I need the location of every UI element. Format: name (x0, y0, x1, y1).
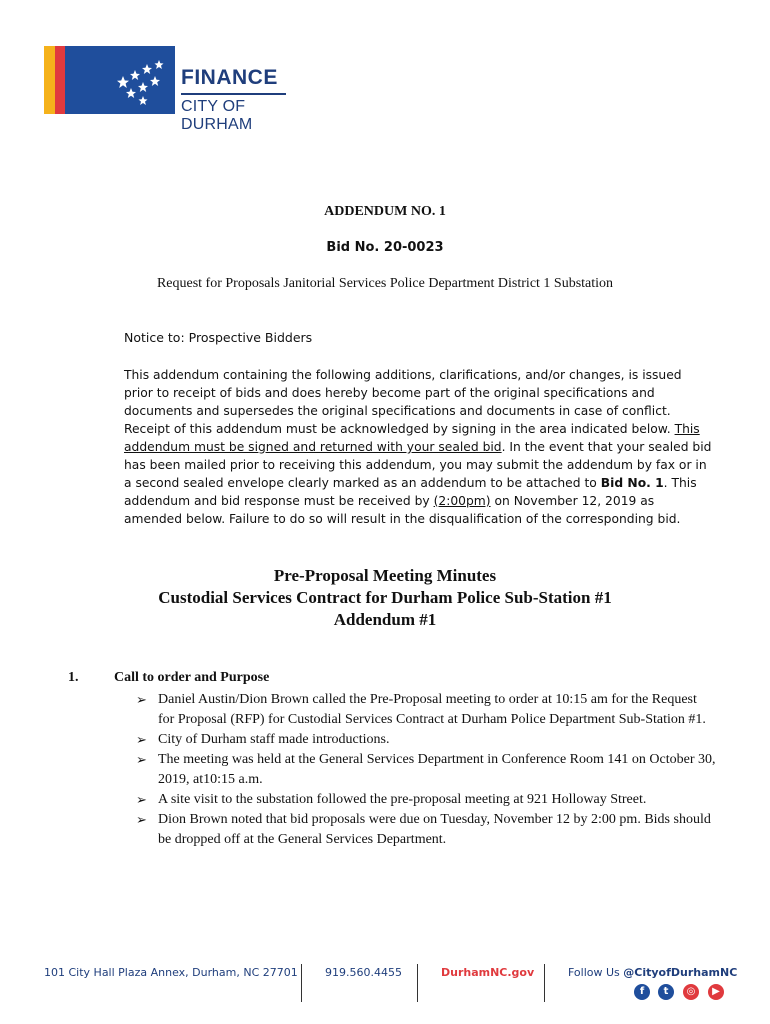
list-item (136, 790, 716, 810)
minutes-addendum-title: Addendum #1 (333, 610, 437, 629)
addendum-heading: ADDENDUM NO. 1 (324, 204, 446, 219)
bid-number: Bid No. 20-0023 (326, 240, 444, 255)
stars-icon (65, 46, 175, 114)
footer-address: 101 City Hall Plaza Annex, Durham, NC 27701 (44, 966, 298, 979)
list-item (136, 810, 716, 850)
list-item (136, 730, 716, 750)
logo-divider (181, 93, 286, 95)
signed-returned-notice: This addendum must be signed and returned with your sealed bid (124, 422, 700, 454)
footer-divider (301, 964, 302, 1002)
paragraph-text-2: . In the event that your sealed bid has been mailed prior to receiving this addendum, you may submit the addendum by fax or in a second sealed envelope clearly marked as an addendum to be attached to (124, 440, 712, 490)
footer-phone[interactable]: 919.560.4455 (325, 966, 402, 979)
logo-title: FINANCE (181, 66, 278, 89)
addendum-paragraph (124, 366, 714, 528)
deadline-time: (2:00pm) (433, 494, 491, 508)
logo-yellow-bar (44, 46, 55, 114)
minutes-contract-title: Custodial Services Contract for Durham Police Sub-Station #1 (158, 588, 612, 607)
footer-divider (544, 964, 545, 1002)
list-item (136, 690, 716, 730)
youtube-icon[interactable]: ▶ (708, 984, 724, 1000)
list-item-text: Daniel Austin/Dion Brown called the Pre-Proposal meeting to order at 10:15 am for the Request for Proposal (RFP) for Custodial Services Contract at Durham Police Department Sub-Station #1. (158, 692, 706, 727)
logo-red-bar (55, 46, 65, 114)
section-title: Call to order and Purpose (114, 670, 270, 685)
minutes-title: Pre-Proposal Meeting Minutes (273, 566, 497, 585)
page-footer (0, 960, 770, 1010)
list-item-text: A site visit to the substation followed the pre-proposal meeting at 921 Holloway Street. (158, 792, 647, 807)
list-item-text: Dion Brown noted that bid proposals were due on Tuesday, November 12 by 2:00 pm. Bids should be dropped off at the General Services Department. (158, 812, 711, 847)
paragraph-text-3: . This addendum and bid response must be received by (124, 476, 697, 508)
arrow-bullet-icon: ➢ (136, 692, 147, 707)
list-item-text: City of Durham staff made introductions. (158, 732, 390, 747)
arrow-bullet-icon: ➢ (136, 732, 147, 747)
footer-follow (568, 966, 737, 979)
bid-reference: Bid No. 1 (600, 476, 664, 490)
follow-handle[interactable]: @CityofDurhamNC (623, 966, 738, 979)
notice-line: Notice to: Prospective Bidders (124, 330, 313, 345)
arrow-bullet-icon: ➢ (136, 792, 147, 807)
paragraph-text-1: This addendum containing the following additions, clarifications, and/or changes, is issued prior to receipt of bids and does hereby become part of the original specifications and documents and supersedes the original specifications and documents in case of conflict. Receipt of this addendum must be acknowledged by signing in the area indicated below. (124, 368, 682, 436)
arrow-bullet-icon: ➢ (136, 812, 147, 827)
footer-website-link[interactable]: DurhamNC.gov (441, 966, 535, 979)
footer-divider (417, 964, 418, 1002)
logo-subtitle: CITY OF DURHAM (181, 98, 253, 133)
rfp-title: Request for Proposals Janitorial Services Police Department District 1 Substation (156, 276, 614, 291)
section-number: 1. (68, 670, 79, 685)
section-bullets (136, 690, 716, 850)
facebook-icon[interactable]: f (634, 984, 650, 1000)
follow-prefix: Follow Us (568, 966, 624, 979)
list-item (136, 750, 716, 790)
arrow-bullet-icon: ➢ (136, 752, 147, 767)
list-item-text: The meeting was held at the General Services Department in Conference Room 141 on October 30, 2019, at10:15 a.m. (158, 752, 716, 787)
paragraph-text-4: on November 12, 2019 as amended below. Failure to do so will result in the disqualification of the corresponding bid. (124, 494, 681, 526)
twitter-icon[interactable]: t (658, 984, 674, 1000)
instagram-icon[interactable]: ◎ (683, 984, 699, 1000)
logo-stars-block (65, 46, 175, 114)
finance-city-of-durham-logo (44, 46, 289, 133)
